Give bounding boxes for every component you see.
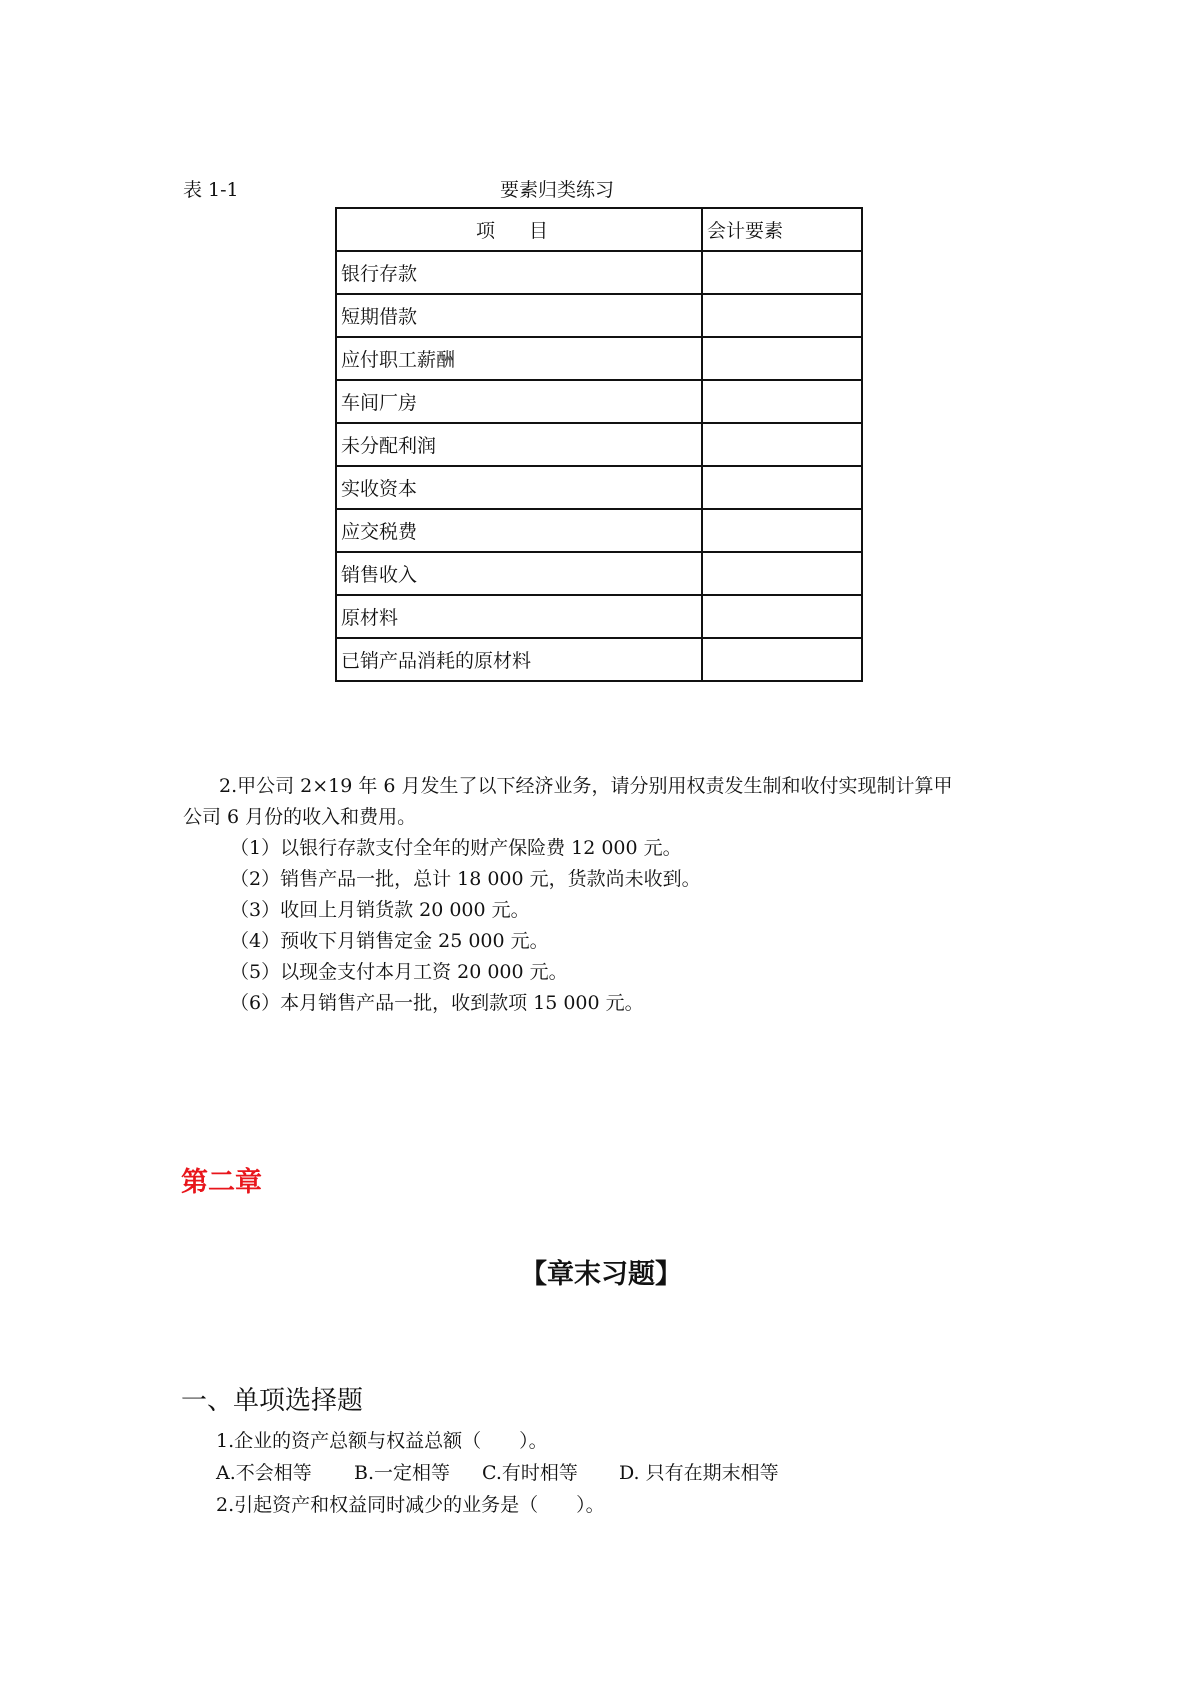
table-row xyxy=(336,251,862,294)
transaction-item: （4）预收下月销售定金 25 000 元。 xyxy=(230,930,549,952)
row-item: 已销产品消耗的原材料 xyxy=(336,638,702,681)
row-element-cell[interactable] xyxy=(702,466,862,509)
table-title: 要素归类练习 xyxy=(500,179,615,201)
row-element-cell[interactable] xyxy=(702,251,862,294)
row-item: 销售收入 xyxy=(336,552,702,595)
table-row xyxy=(336,294,862,337)
row-element-cell[interactable] xyxy=(702,638,862,681)
row-item: 短期借款 xyxy=(336,294,702,337)
table-row xyxy=(336,552,862,595)
transaction-item: （5）以现金支付本月工资 20 000 元。 xyxy=(230,961,568,983)
header-item: 项 目 xyxy=(336,208,702,251)
table-row xyxy=(336,638,862,681)
transaction-item: （6）本月销售产品一批，收到款项 15 000 元。 xyxy=(230,992,644,1014)
transaction-item: （1）以银行存款支付全年的财产保险费 12 000 元。 xyxy=(230,837,682,859)
row-item: 应付职工薪酬 xyxy=(336,337,702,380)
table-row xyxy=(336,380,862,423)
row-element-cell[interactable] xyxy=(702,423,862,466)
header-element: 会计要素 xyxy=(702,208,862,251)
row-item: 银行存款 xyxy=(336,251,702,294)
table-header-row xyxy=(336,208,862,251)
transaction-item: （3）收回上月销货款 20 000 元。 xyxy=(230,899,530,921)
row-element-cell[interactable] xyxy=(702,552,862,595)
row-item: 未分配利润 xyxy=(336,423,702,466)
row-element-cell[interactable] xyxy=(702,595,862,638)
table-row xyxy=(336,595,862,638)
question-2-stem: 2.引起资产和权益同时减少的业务是（ ）。 xyxy=(216,1494,605,1516)
row-item: 应交税费 xyxy=(336,509,702,552)
transaction-item: （2）销售产品一批，总计 18 000 元，货款尚未收到。 xyxy=(230,868,701,890)
question-2-stem-line-2: 公司 6 月份的收入和费用。 xyxy=(183,806,417,828)
row-element-cell[interactable] xyxy=(702,509,862,552)
chapter-heading: 第二章 xyxy=(181,1167,262,1198)
option-c: C.有时相等 xyxy=(482,1462,578,1484)
element-classification-table xyxy=(335,207,863,682)
row-item: 车间厂房 xyxy=(336,380,702,423)
question-1-stem: 1.企业的资产总额与权益总额（ ）。 xyxy=(216,1430,548,1452)
question-1-options xyxy=(216,1458,816,1489)
row-element-cell[interactable] xyxy=(702,337,862,380)
option-a: A.不会相等 xyxy=(216,1462,312,1484)
row-element-cell[interactable] xyxy=(702,294,862,337)
exercises-title: 【章末习题】 xyxy=(520,1259,682,1290)
table-row xyxy=(336,423,862,466)
row-item: 实收资本 xyxy=(336,466,702,509)
table-row xyxy=(336,337,862,380)
table-label: 表 1-1 xyxy=(183,179,239,201)
question-2-stem-line-1: 2.甲公司 2×19 年 6 月发生了以下经济业务，请分别用权责发生制和收付实现制计算甲 xyxy=(219,775,953,797)
table-row xyxy=(336,509,862,552)
row-element-cell[interactable] xyxy=(702,380,862,423)
row-item: 原材料 xyxy=(336,595,702,638)
option-d: D. 只有在期末相等 xyxy=(619,1462,779,1484)
table-row xyxy=(336,466,862,509)
section-heading: 一、单项选择题 xyxy=(181,1386,364,1416)
option-b: B.一定相等 xyxy=(354,1462,451,1484)
